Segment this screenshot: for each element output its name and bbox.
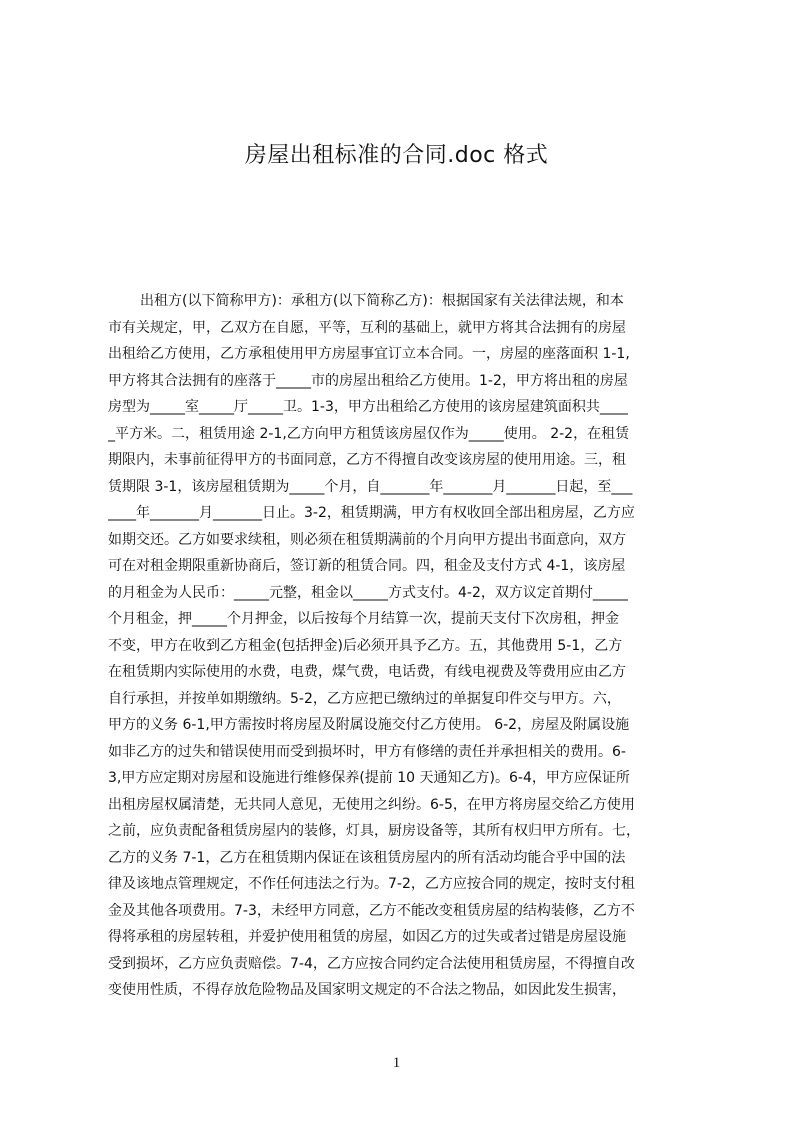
body-line: 出租方(以下简称甲方)：承租方(以下简称乙方)：根据国家有关法律法规，和本 xyxy=(140,293,624,309)
body-line: 的月租金为人民币：_____元整，租金以_____方式支付。4-2，双方议定首期付_____ xyxy=(108,584,628,601)
body-line: 房型为_____室_____厅_____卫。1-3，甲方出租给乙方使用的该房屋建筑面积共____ xyxy=(108,399,628,415)
body-line: 得将承租的房屋转租，并爱护使用租赁的房屋，如因乙方的过失或者过错是房屋设施 xyxy=(108,929,626,945)
body-line: 个月租金，押_____个月押金，以后按每个月结算一次，提前天支付下次房租，押金 xyxy=(108,611,619,627)
body-line: 金及其他各项费用。7-3，未经甲方同意，乙方不能改变租赁房屋的结构装修，乙方不 xyxy=(108,902,635,919)
body-line: 受到损坏，乙方应负责赔偿。7-4，乙方应按合同约定合法使用租赁房屋，不得擅自改 xyxy=(108,955,635,972)
contract-body xyxy=(108,288,793,1004)
document-title: 房屋出租标准的合同.doc 格式 xyxy=(244,143,549,168)
page-number: 1 xyxy=(392,1055,401,1071)
body-line: 如非乙方的过失和错误使用而受到损坏时，甲方有修缮的责任并承担相关的费用。6- xyxy=(108,743,626,760)
body-line: ____年_______月_______日止。3-2，租赁期满，甲方有权收回全部出租房屋，乙方应 xyxy=(108,505,635,521)
body-line: 在租赁期内实际使用的水费，电费，煤气费，电话费，有线电视费及等费用应由乙方 xyxy=(108,664,626,680)
body-line: 出租房屋权属清楚，无共同人意见，无使用之纠纷。6-5，在甲方将房屋交给乙方使用 xyxy=(108,796,635,813)
body-line: 3,甲方应定期对房屋和设施进行维修保养(提前 10 天通知乙方)。6-4，甲方应保证所 xyxy=(108,770,630,786)
body-line: 甲方的义务 6-1,甲方需按时将房屋及附属设施交付乙方使用。 6-2，房屋及附属设施 xyxy=(108,717,630,733)
body-line: _平方米。二，租赁用途 2-1,乙方向甲方租赁该房屋仅作为_____使用。 2-2，在租赁 xyxy=(108,425,630,442)
body-line: 律及该地点管理规定，不作任何违法之行为。7-2，乙方应按合同的规定，按时支付租 xyxy=(108,876,635,892)
body-line: 自行承担，并按单如期缴纳。5-2，乙方应把已缴纳过的单据复印件交与甲方。六， xyxy=(108,690,621,707)
body-line: 之前，应负责配备租赁房屋内的装修，灯具，厨房设备等，其所有权归甲方所有。七， xyxy=(108,823,640,839)
body-line: 市有关规定，甲，乙双方在自愿，平等，互利的基础上，就甲方将其合法拥有的房屋 xyxy=(108,319,626,336)
body-line: 出租给乙方使用，乙方承租使用甲方房屋事宜订立本合同。一，房屋的座落面积 1-1, xyxy=(108,346,630,362)
body-line: 甲方将其合法拥有的座落于_____市的房屋出租给乙方使用。1-2，甲方将出租的房屋 xyxy=(108,372,628,389)
body-line: 变使用性质，不得存放危险物品及国家明文规定的不合法之物品，如因此发生损害， xyxy=(108,982,626,998)
body-line: 赁期限 3-1，该房屋租赁期为_____个月，自_______年_______月_______日起，至___ xyxy=(108,478,633,495)
body-line: 乙方的义务 7-1，乙方在租赁期内保证在该租赁房屋内的所有活动均能合乎中国的法 xyxy=(108,849,626,866)
body-line: 不变，甲方在收到乙方租金(包括押金)后必须开具予乙方。五，其他费用 5-1，乙方 xyxy=(108,637,623,654)
body-line: 如期交还。乙方如要求续租，则必须在租赁期满前的个月向甲方提出书面意向，双方 xyxy=(108,531,626,548)
body-line: 可在对租金期限重新协商后，签订新的租赁合同。四，租金及支付方式 4-1，该房屋 xyxy=(108,558,626,574)
body-line: 期限内，未事前征得甲方的书面同意，乙方不得擅自改变该房屋的使用用途。三，租 xyxy=(108,452,626,468)
